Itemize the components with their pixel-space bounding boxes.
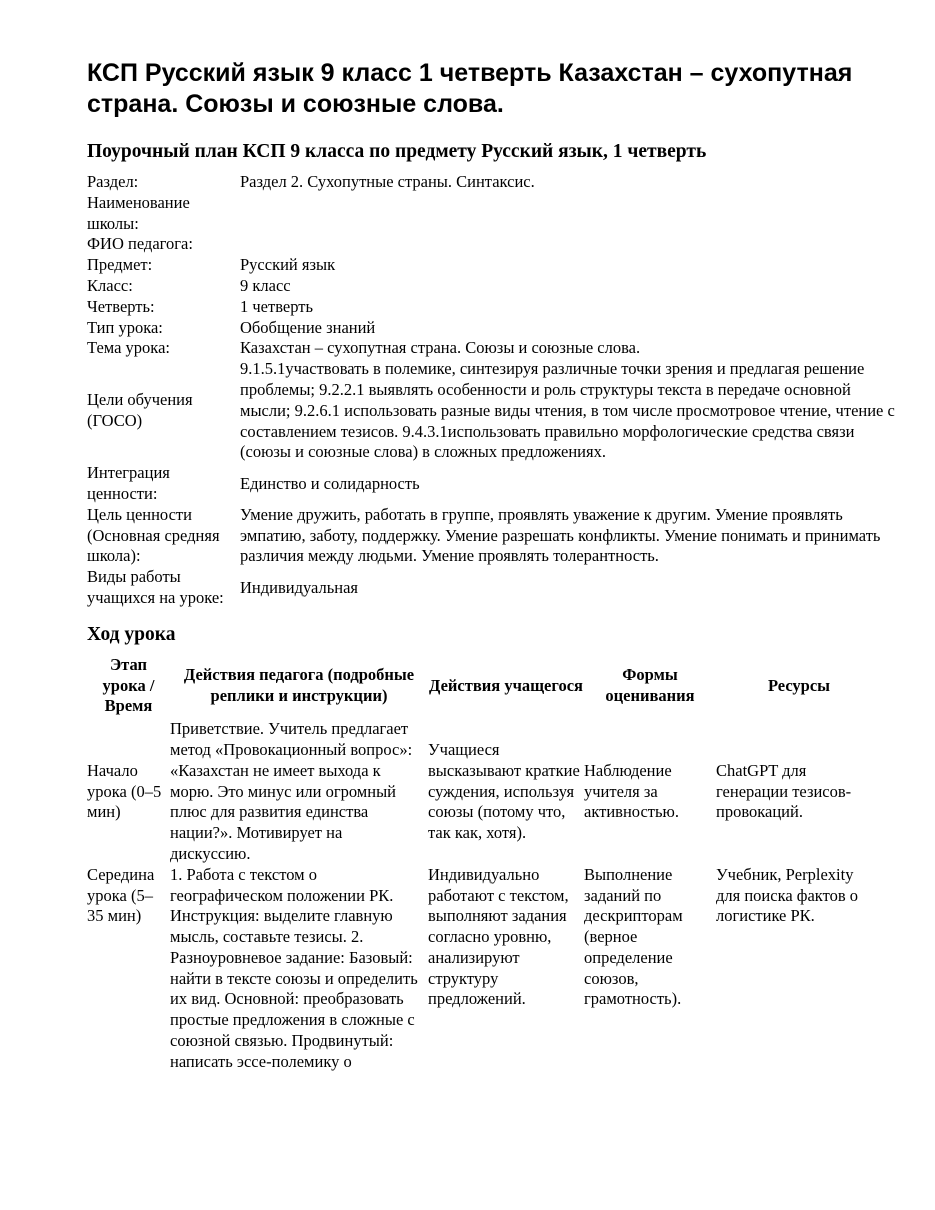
info-label: Виды работы учащихся на уроке:: [87, 567, 224, 607]
info-label: Цели обучения (ГОСО): [87, 390, 193, 431]
info-row-teacher: [87, 234, 897, 255]
resources-cell: Учебник, Perplexity для поиска фактов о логистике РК.: [716, 864, 859, 926]
header-resources: Ресурсы: [767, 675, 831, 695]
header-stage: Этап урока / Время: [102, 654, 155, 716]
info-row-goals: [87, 359, 897, 463]
info-row-value-goal: [87, 505, 897, 567]
info-label: Класс:: [87, 275, 133, 295]
info-value: Умение дружить, работать в группе, проявлять уважение к другим. Умение проявлять эмпатию, заботу, поддержку. Умение разрешать конфликты. Умение понимать и принимать различия между людьми. Умение проявлять толерантность.: [240, 504, 881, 566]
stage-cell: Середина урока (5–35 мин): [87, 864, 155, 926]
info-value: 9.1.5.1участвовать в полемике, синтезируя различные точки зрения и предлагая решение проблемы; 9.2.2.1 выявлять особенности и роль структуры текста в передаче основной мысли; 9.2.6.1 использовать разные виды чтения, в том числе просмотровое чтение, чтение с составлением тезисов. 9.4.3.1использовать правильно морфологические средства связи (союзы и союзные слова) в сложных предложениях.: [240, 359, 895, 462]
info-label: Тема урока:: [87, 338, 170, 358]
info-label: Четверть:: [87, 296, 155, 316]
info-value: Раздел 2. Сухопутные страны. Синтаксис.: [240, 172, 535, 191]
info-value: [240, 234, 897, 255]
info-row-lesson-type: [87, 318, 897, 339]
info-row-subject: [87, 255, 897, 276]
info-label: Раздел:: [87, 172, 139, 191]
info-value: Казахстан – сухопутная страна. Союзы и союзные слова.: [240, 338, 641, 358]
info-value: 1 четверть: [240, 296, 313, 316]
table-row: [87, 719, 882, 865]
document-content: [87, 58, 897, 1073]
info-value: 9 класс: [240, 275, 291, 295]
info-row-quarter: [87, 297, 897, 318]
header-assessment: Формы оценивания: [605, 665, 695, 705]
info-label: Цель ценности (Основная средняя школа):: [87, 504, 220, 566]
lesson-info-table: [87, 172, 897, 609]
lesson-heading: Ход урока: [87, 623, 176, 645]
lesson-header-row: [87, 653, 882, 719]
info-label: Предмет:: [87, 255, 153, 275]
table-row: [87, 865, 882, 1073]
assessment-cell: Выполнение заданий по дескрипторам (верное определение союзов, грамотность).: [584, 864, 683, 1009]
info-value: Обобщение знаний: [240, 317, 376, 337]
info-label: Наименование школы:: [87, 192, 190, 233]
info-row-values: [87, 463, 897, 505]
student-cell: Индивидуально работают с текстом, выполняют задания согласно уровню, анализируют структуру предложений.: [428, 864, 569, 1009]
header-student-actions: Действия учащегося: [429, 675, 583, 695]
info-label: Тип урока:: [87, 317, 163, 337]
info-value: Единство и солидарность: [240, 473, 420, 493]
assessment-cell: Наблюдение учителя за активностью.: [584, 760, 679, 822]
student-cell: Учащиеся высказывают краткие суждения, используя союзы (потому что, так как, хотя).: [428, 739, 580, 843]
info-row-section: [87, 172, 897, 193]
resources-cell: ChatGPT для генерации тезисов-провокаций.: [716, 760, 852, 822]
teacher-cell: Приветствие. Учитель предлагает метод «Провокационный вопрос»: «Казахстан не имеет выхода к морю. Это минус или огромный плюс для развития единства нации?». Мотивирует на дискуссию.: [170, 719, 413, 863]
plan-subtitle: Поурочный план КСП 9 класса по предмету Русский язык, 1 четверть: [87, 141, 707, 162]
document-title: КСП Русский язык 9 класс 1 четверть Казахстан – сухопутная страна. Союзы и союзные слова.: [87, 59, 853, 118]
info-row-topic: [87, 338, 897, 359]
info-value: [240, 193, 897, 235]
info-value: Индивидуальная: [240, 577, 358, 597]
info-row-work-types: [87, 567, 897, 609]
stage-cell: Начало урока (0–5 мин): [87, 760, 162, 822]
header-teacher-actions: Действия педагога (подробные реплики и инструкции): [183, 665, 415, 705]
info-label: Интеграция ценности:: [87, 463, 170, 503]
info-label: ФИО педагога:: [87, 234, 193, 254]
info-row-grade: [87, 276, 897, 297]
info-row-school: [87, 193, 897, 235]
lesson-flow-table: [87, 653, 882, 1073]
info-value: Русский язык: [240, 255, 336, 275]
teacher-cell: 1. Работа с текстом о географическом положении РК. Инструкция: выделите главную мысль, составьте тезисы. 2. Разноуровневое задание: Базовый: найти в тексте союзы и определить их вид. Основной: преобразовать простые предложения в сложные с союзной связью. Продвинутый: написать эссе-полемику о: [170, 864, 418, 1071]
